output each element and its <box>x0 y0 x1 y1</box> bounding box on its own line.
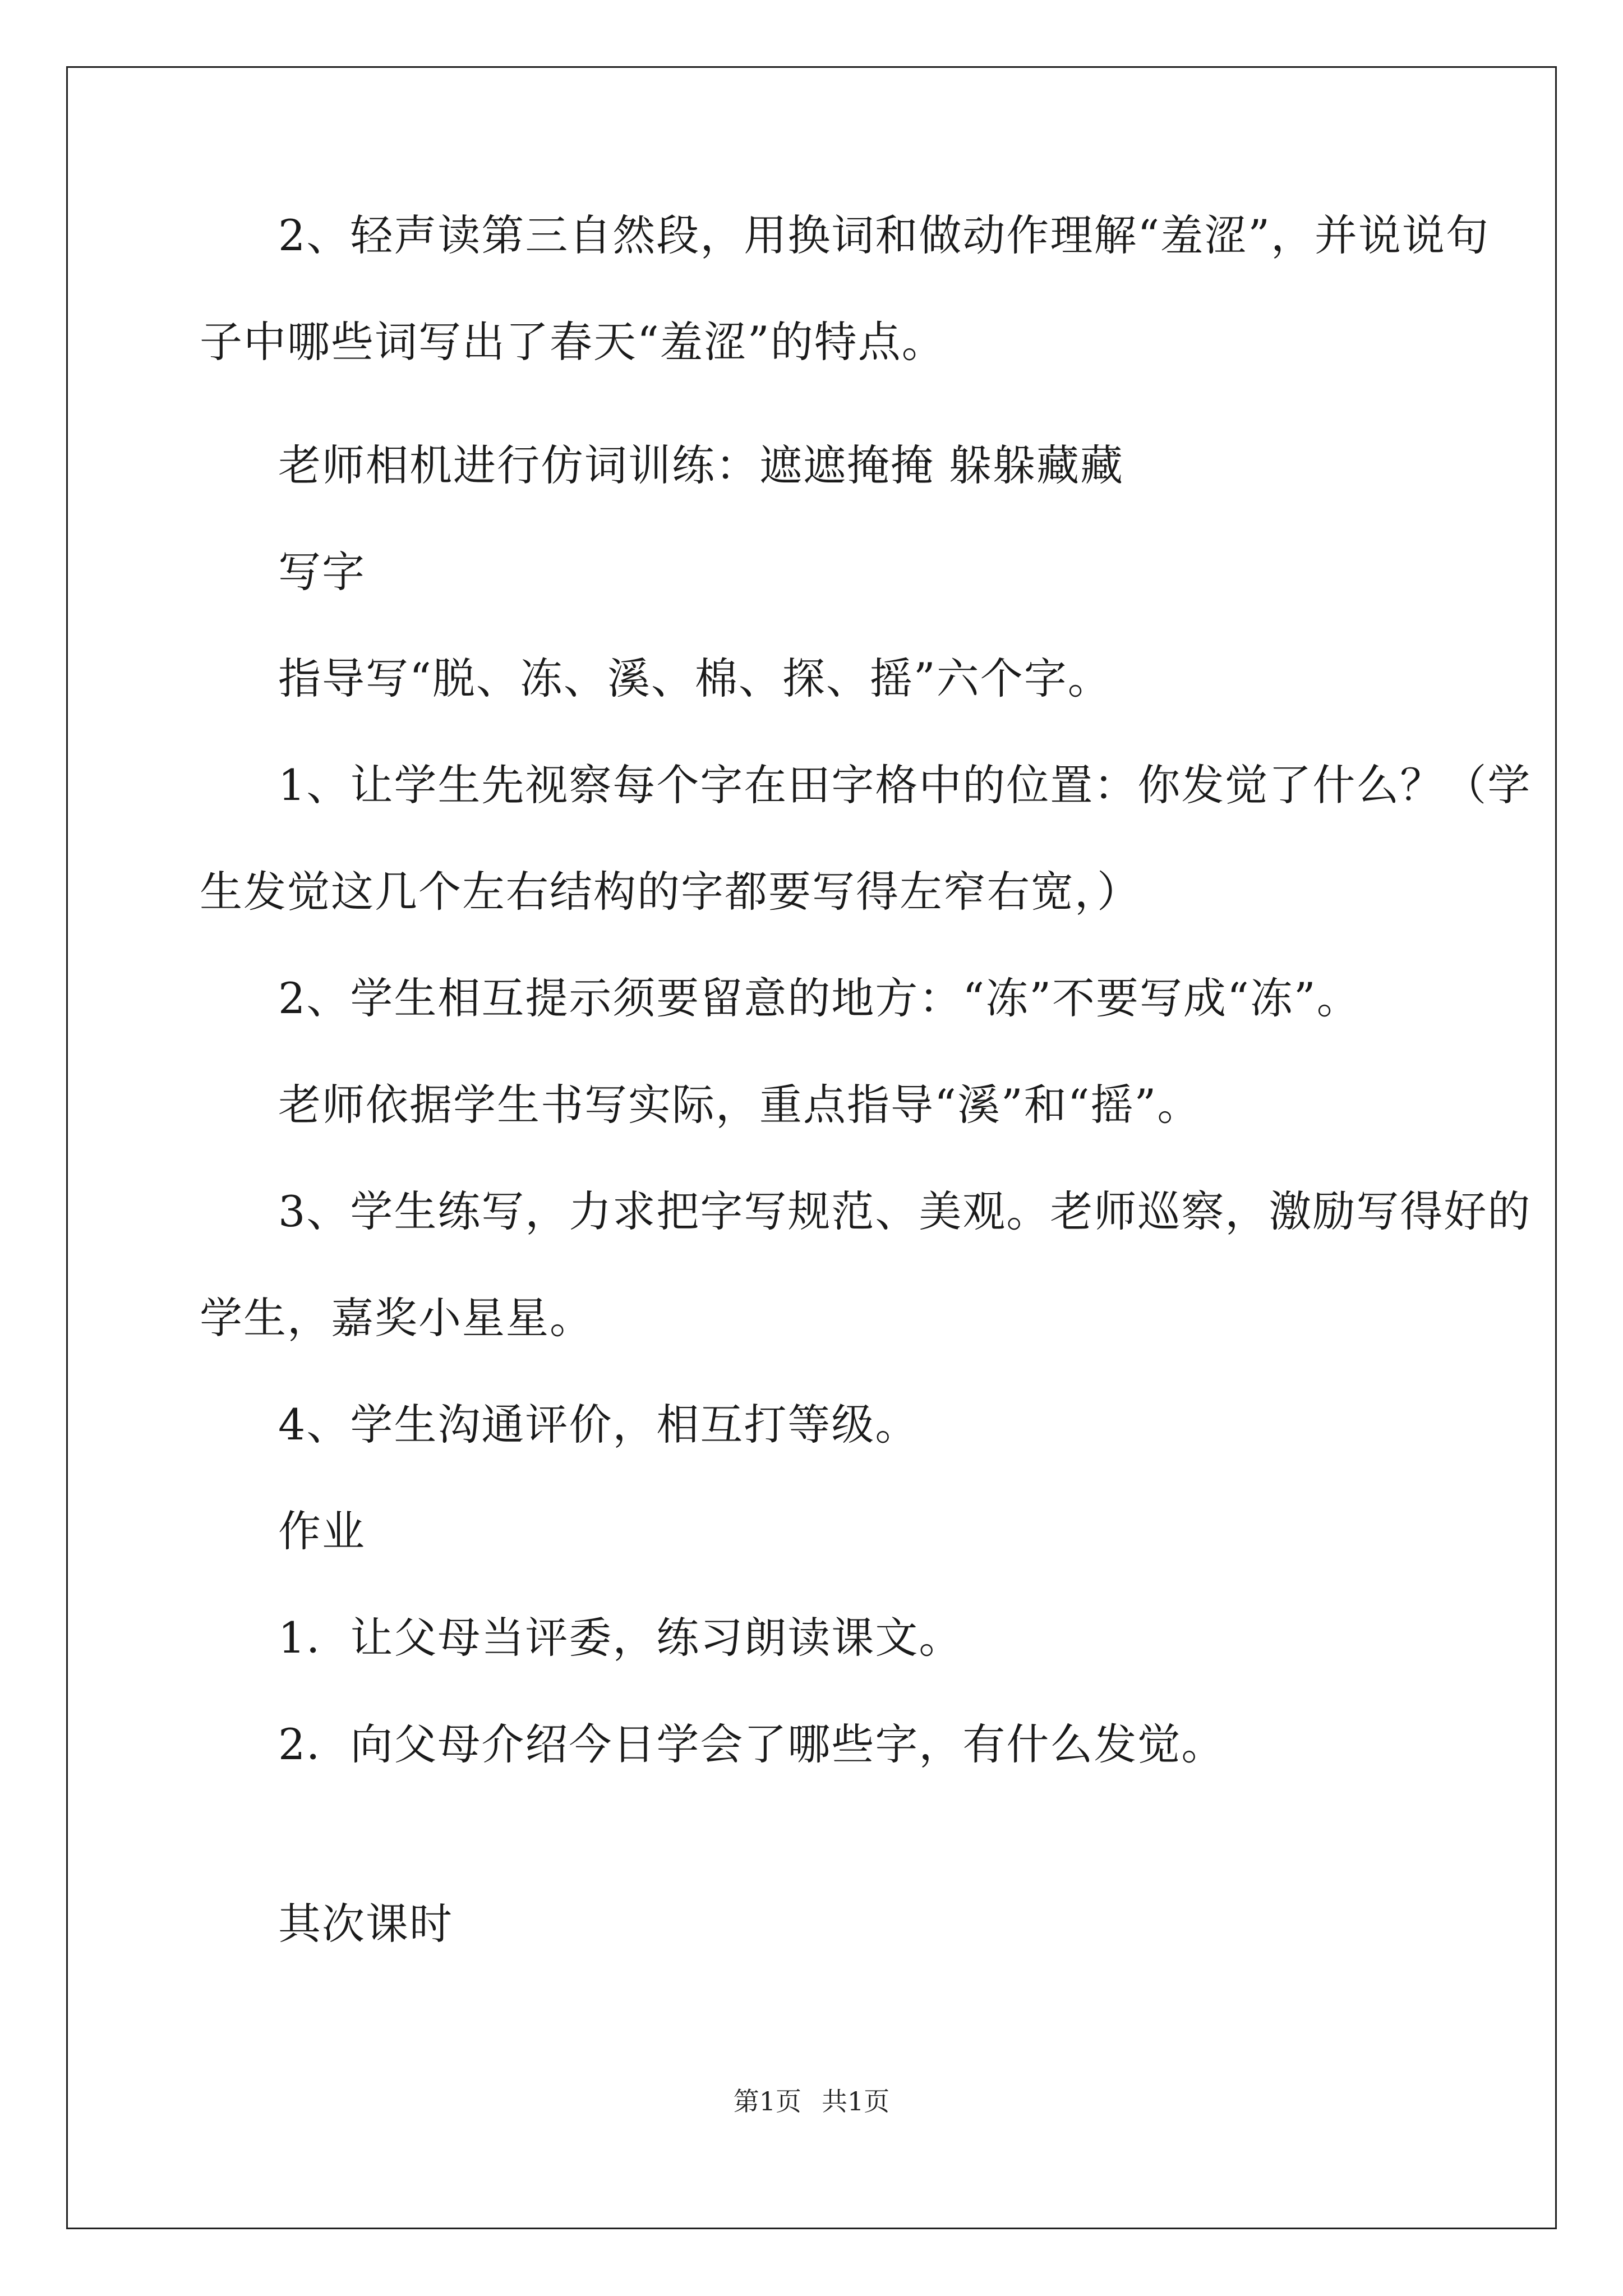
paragraph-line: 2．向父母介绍今日学会了哪些字，有什么发觉。 <box>278 1719 1225 1769</box>
page-footer <box>0 2085 1623 2118</box>
paragraph-line: 2、轻声读第三自然段，用换词和做动作理解“羞涩”，并说说句 <box>278 210 1490 260</box>
section-heading: 其次课时 <box>278 1899 453 1949</box>
paragraph-line: 生发觉这几个左右结构的字都要写得左窄右宽，） <box>200 867 1141 917</box>
paragraph-line: 2、学生相互提示须要留意的地方：“冻”不要写成“冻”。 <box>278 973 1361 1023</box>
section-heading: 写字 <box>278 547 366 597</box>
paragraph-line: 学生，嘉奖小星星。 <box>200 1293 593 1343</box>
paragraph-line: 3、学生练写，力求把字写规范、美观。老师巡察，激励写得好的 <box>278 1186 1532 1236</box>
section-heading: 作业 <box>278 1506 366 1556</box>
paragraph-line: 1、让学生先视察每个字在田字格中的位置：你发觉了什么？（学 <box>278 760 1532 810</box>
paragraph-line: 4、学生沟通评价，相互打等级。 <box>278 1400 919 1450</box>
paragraph-line: 老师相机进行仿词训练：遮遮掩掩 躲躲藏藏 <box>278 440 1124 490</box>
page-number: 第1页 <box>733 2086 801 2116</box>
paragraph-line: 1．让父母当评委，练习朗读课文。 <box>278 1613 963 1663</box>
paragraph-line: 子中哪些词写出了春天“羞涩”的特点。 <box>200 317 946 367</box>
paragraph-line: 老师依据学生书写实际，重点指导“溪”和“摇”。 <box>278 1080 1201 1130</box>
page-total: 共1页 <box>822 2086 890 2116</box>
paragraph-line: 指导写“脱、冻、溪、棉、探、摇”六个字。 <box>278 654 1112 703</box>
